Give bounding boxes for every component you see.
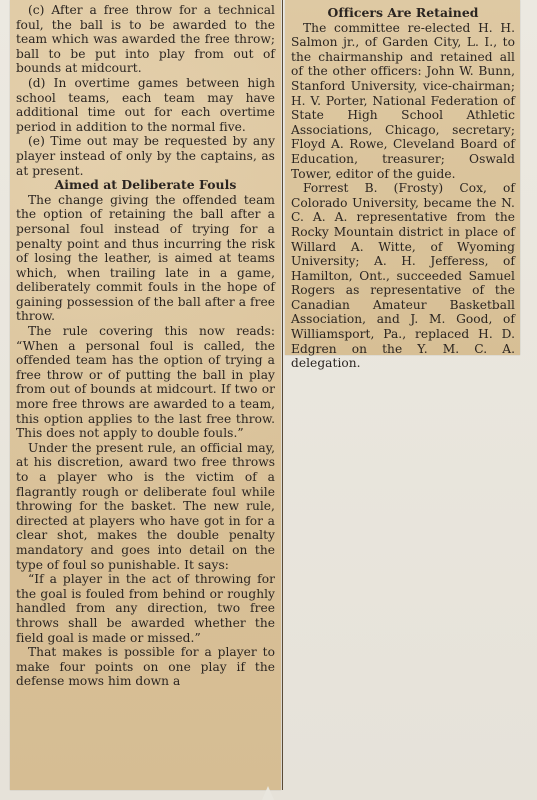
paragraph-rule-reads: The rule covering this now reads: “When a personal foul is called, the offended team has the option of trying a free throw or of putting the ball in play from out of bounds at midcourt. If two or more free throws are awarded to a team, this option applies to the last free throw. This does not apply to double fouls.” — [16, 324, 275, 441]
left-column-text — [16, 3, 275, 689]
paragraph-quote: “If a player in the act of throwing for the goal is fouled from behind or roughly handled from any direction, two free throws shall be awarded whether the field goal is made or missed.” — [16, 572, 275, 645]
right-column-text — [291, 6, 515, 371]
paragraph-d: (d) In overtime games between high school teams, each team may have additional time out for each overtime period in addition to the normal five. — [16, 75, 275, 134]
paragraph-e: (e) Time out may be requested by any player instead of only by the captains, as at present. — [16, 134, 275, 178]
paragraph-change: The change giving the offended team the option of retaining the ball after a personal foul instead of trying for a penalty point and thus incurring the risk of losing the leather, is aimed at teams which, when trailing late in a game, deliberately commit fouls in the hope of gaining possession of the ball after a free throw. — [16, 192, 275, 324]
heading-officers: Officers Are Retained — [327, 5, 479, 20]
heading-deliberate-fouls: Aimed at Deliberate Fouls — [54, 177, 237, 193]
paragraph-four-points: That makes is possible for a player to make four points on one play if the defense mows him down a — [16, 645, 275, 689]
paragraph-committee: The committee re-elected H. H. Salmon jr., of Garden City, L. I., to the chairmanship and retained all of the other officers: John W. Bunn, Stanford University, vice-chairman; H. V. Porter, National Federation of State High School Athletic Associations, Chicago, secretary; Floyd A. Rowe, Cleveland Board of Education, treasurer; Oswald Tower, editor of the guide. — [291, 20, 515, 181]
paragraph-present-rule: Under the present rule, an official may, at his discretion, award two free throws to a player who is the victim of a flagrantly rough or deliberate foul while throwing for the basket. The new rule, directed at players who have got in for a clear shot, makes the double penalty mandatory and goes into detail on the type of foul so punishable. It says: — [16, 440, 275, 572]
column-rule — [282, 0, 283, 790]
paragraph-cox: Forrest B. (Frosty) Cox, of Colorado University, became the N. C. A. A. representative from the Rocky Mountain district in place of Willard A. Witte, of Wyoming University; A. H. Jefferess, of Hamilton, Ont., succeeded Samuel Rogers as representative of the Canadian Amateur Basketball Association, and J. M. Good, of Williamsport, Pa., replaced H. D. Edgren on the Y. M. C. A. delegation. — [291, 181, 515, 371]
paragraph-c: (c) After a free throw for a technical foul, the ball is to be awarded to the team which was awarded the free throw; ball to be put into play from out of bounds at midcourt. — [16, 3, 275, 76]
